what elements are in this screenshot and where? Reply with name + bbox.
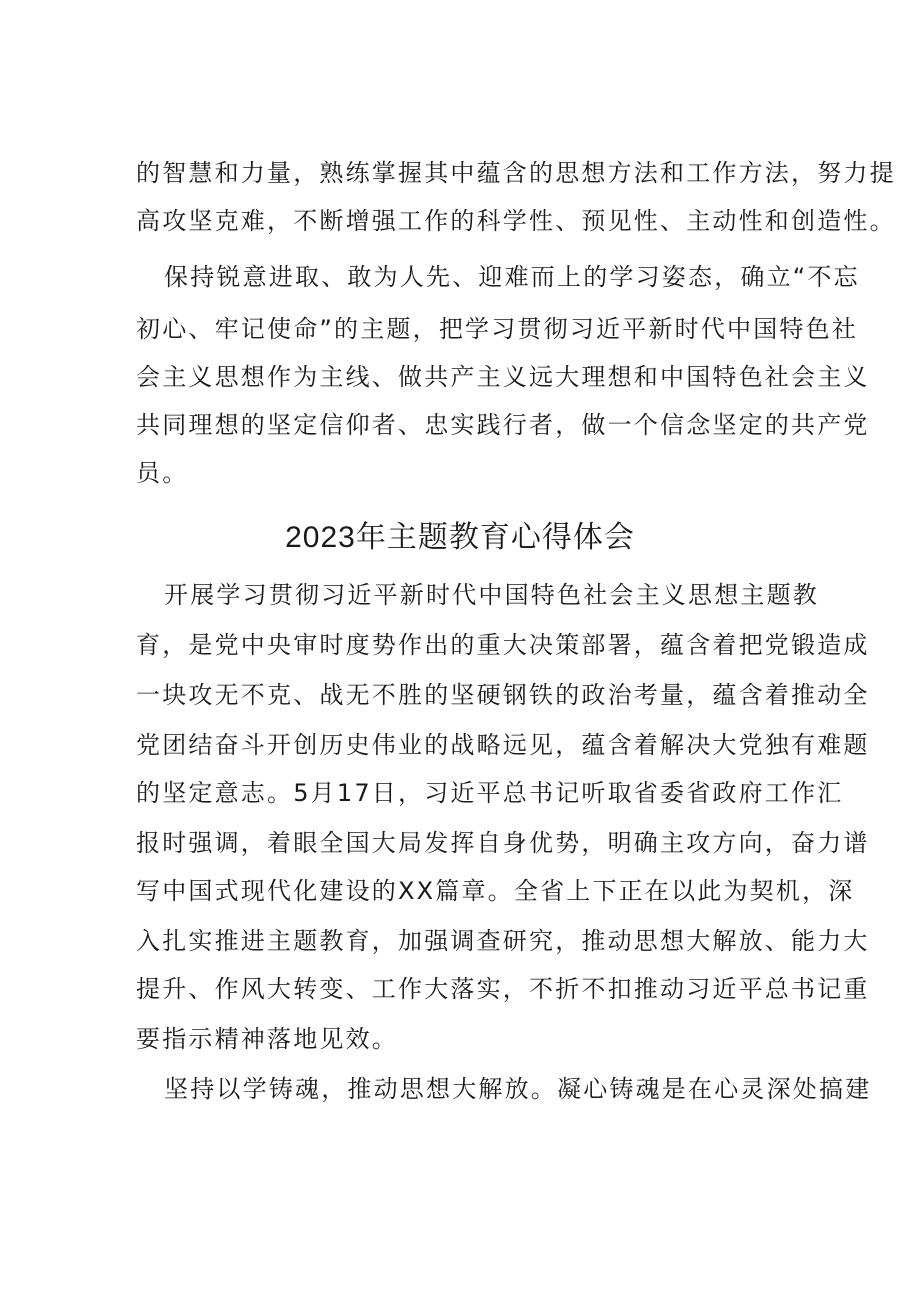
text-line: 要指示精神落地见效。 — [136, 1025, 398, 1053]
text-line: 报时强调，着眼全国大局发挥自身优势，明确主攻方向，奋力谱 — [136, 829, 870, 857]
text-line: 会主义思想作为主线、做共产主义远大理想和中国特色社会主义 — [136, 363, 870, 391]
document-title: 2023年主题教育心得体会 — [285, 521, 635, 554]
text-line: 党团结奋斗开创历史伟业的战略远见，蕴含着解决大党独有难题 — [136, 731, 870, 759]
text-line: 提升、作风大转变、工作大落实，不折不扣推动习近平总书记重 — [136, 975, 870, 1003]
text-line: 坚持以学铸魂，推动思想大解放。凝心铸魂是在心灵深处搞建 — [164, 1075, 872, 1103]
text-line: 初心、牢记使命”的主题，把学习贯彻习近平新时代中国特色社 — [136, 315, 859, 343]
text-line: 的坚定意志。5月17日，习近平总书记听取省委省政府工作汇 — [136, 779, 844, 807]
text-line: 开展学习贯彻习近平新时代中国特色社会主义思想主题教 — [164, 581, 819, 609]
text-line: 育，是党中央审时度势作出的重大决策部署，蕴含着把党锻造成 — [136, 631, 870, 659]
text-line: 入扎实推进主题教育，加强调查研究，推动思想大解放、能力大 — [136, 927, 870, 955]
text-line: 保持锐意进取、敢为人先、迎难而上的学习姿态，确立“不忘 — [164, 263, 860, 291]
text-line: 的智慧和力量，熟练掌握其中蕴含的思想方法和工作方法，努力提 — [136, 159, 896, 187]
text-line: 共同理想的坚定信仰者、忠实践行者，做一个信念坚定的共产党 — [136, 411, 870, 439]
text-line: 员。 — [136, 459, 189, 487]
text-line: 高攻坚克难，不断增强工作的科学性、预见性、主动性和创造性。 — [136, 207, 896, 235]
text-line: 一块攻无不克、战无不胜的坚硬钢铁的政治考量，蕴含着推动全 — [136, 681, 870, 709]
text-line: 写中国式现代化建设的XX篇章。全省上下正在以此为契机，深 — [136, 877, 855, 905]
